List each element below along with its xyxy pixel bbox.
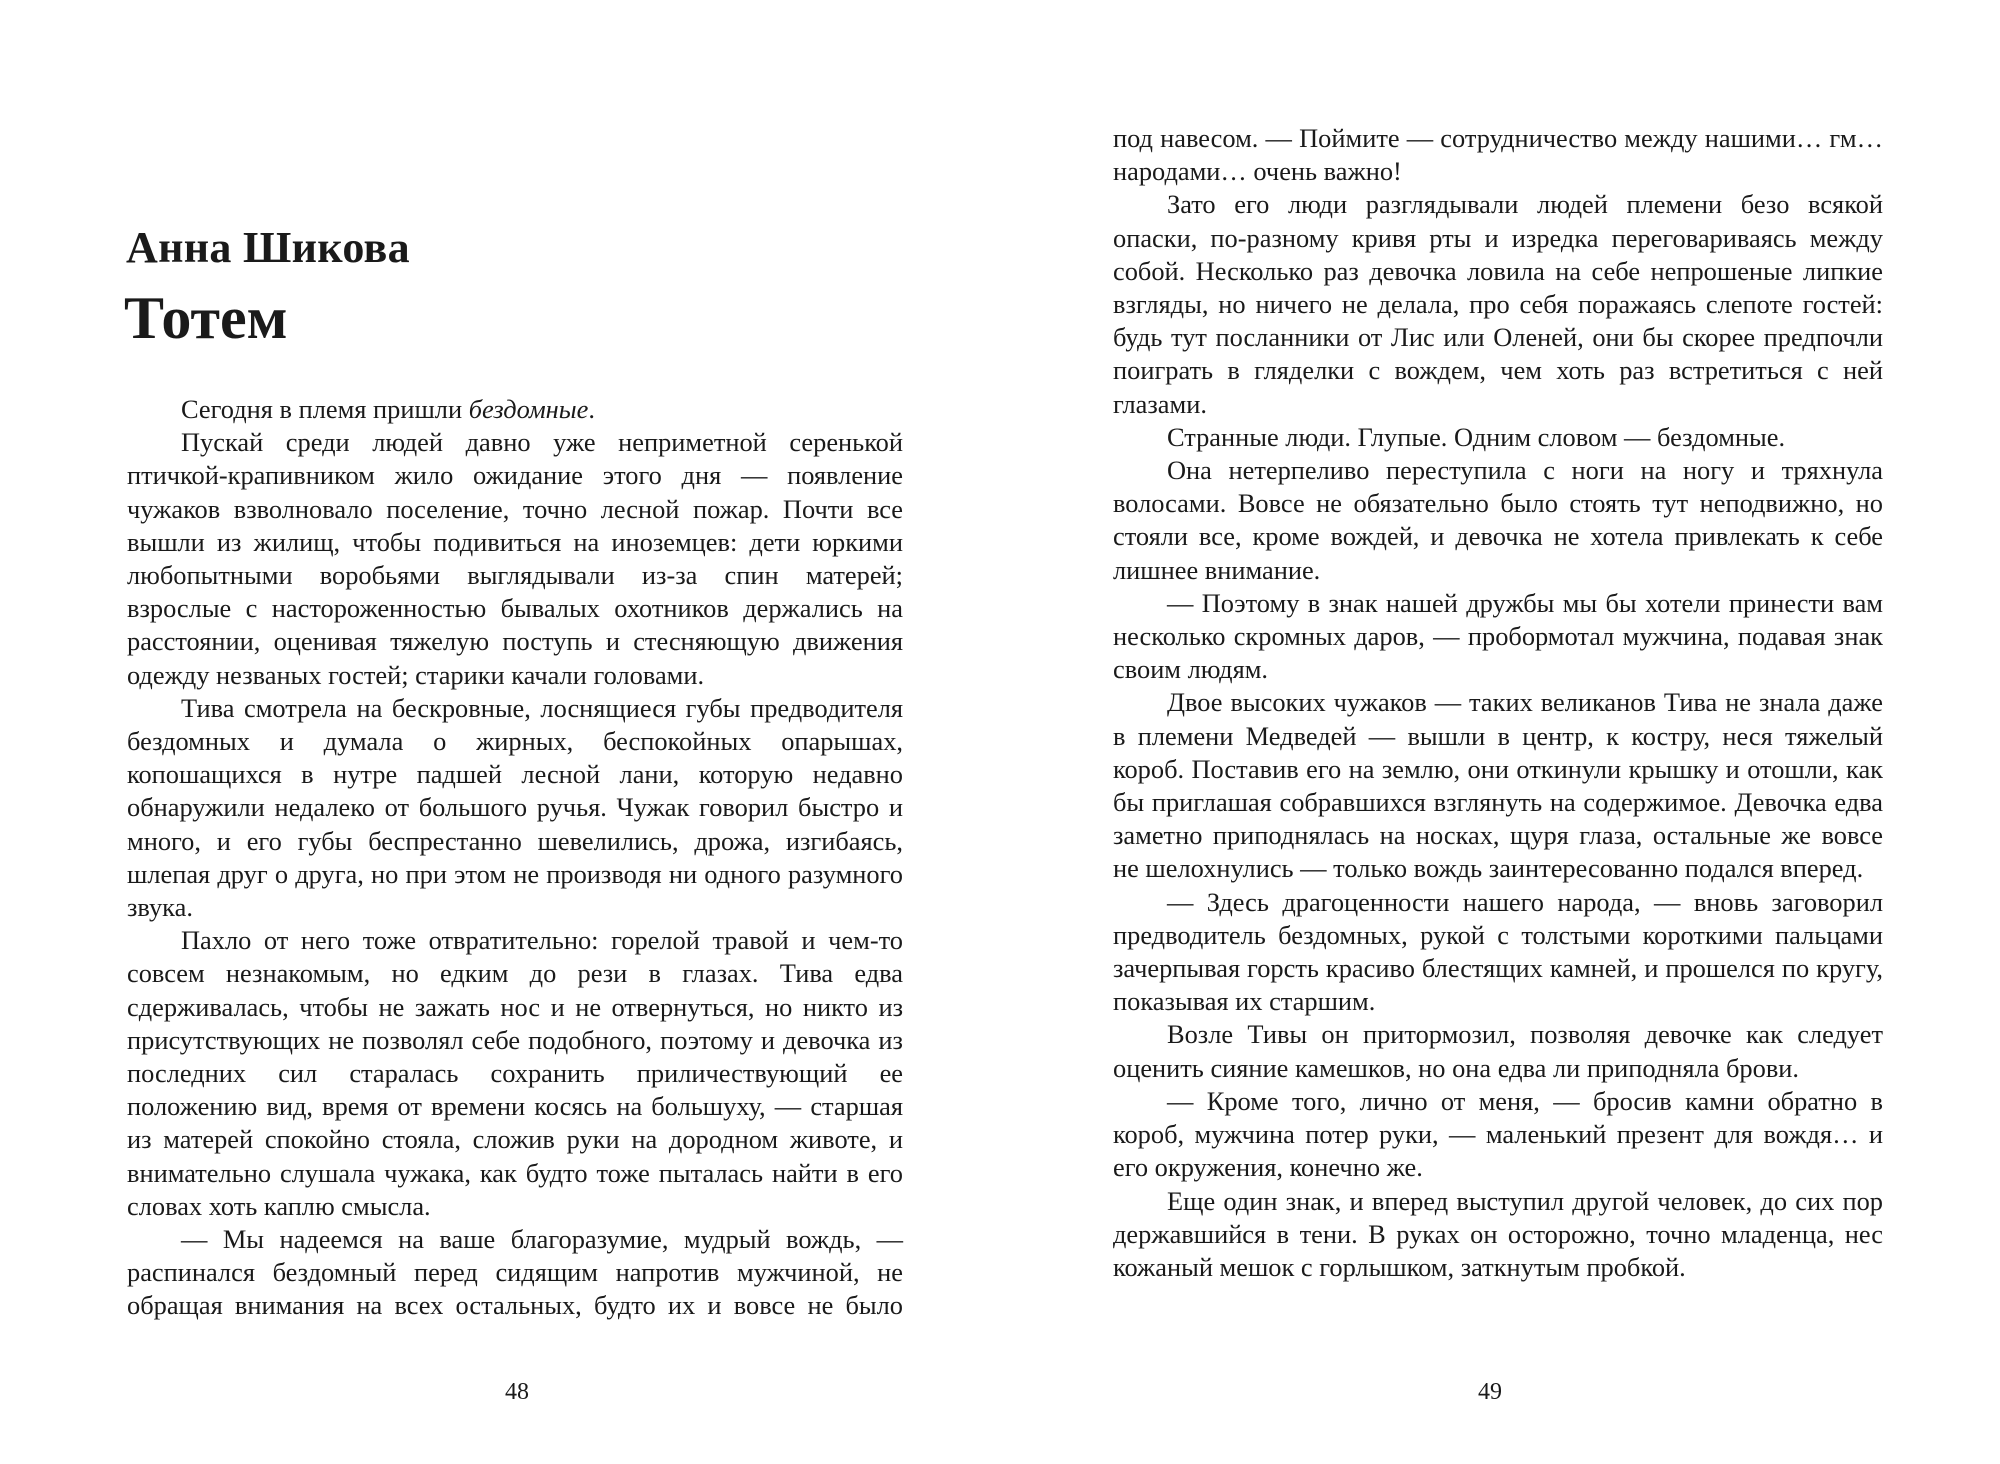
paragraph-text: . [588,394,595,424]
paragraph: — Кроме того, лично от меня, — бросив камни обратно в короб, мужчина потер руки, — маленький презент для вождя… и его окружения, конечно же. [1113,1085,1883,1183]
paragraph-text: Сегодня в племя пришли [181,394,469,424]
right-page [1000,0,2000,1464]
paragraph: — Мы надеемся на ваше благоразумие, мудрый вождь, — распинался бездомный перед сидящим напротив мужчиной, не обращая внимания на всех остальных, будто их и вовсе не было [127,1224,903,1321]
right-page-text [1113,122,1883,1284]
paragraph: Она нетерпеливо переступила с ноги на ногу и тряхнула волосами. Вовсе не обязательно было стоять тут неподвижно, но стояли все, кроме вождей, и девочка не хотела привлекать к себе лишнее внимание. [1113,455,1883,585]
italic-word: бездомные [468,394,589,424]
author-name: Анна Шикова [126,223,410,272]
paragraph [127,393,903,426]
paragraph: Странные люди. Глупые. Одним словом — бездомные. [1167,421,1786,452]
paragraph: Пускай среди людей давно уже неприметной серенькой птичкой-крапивником жило ожидание этого дня — появление чужаков взволновало поселение, точно лесной пожар. Почти все вышли из жилищ, чтобы подивиться на иноземцев: дети юркими любопытными воробьями выглядывали из-за спин матерей; взрослые с настороженностью бывалых охотников держались на расстоянии, оценивая тяжелую поступь и стесняющую движения одежду незваных гостей; старики качали головами. [127,427,903,690]
paragraph: Пахло от него тоже отвратительно: горелой травой и чем-то совсем незнакомым, но едким до рези в глазах. Тива едва сдерживалась, чтобы не зажать нос и не отвернуться, но никто из присутствующих не позволял себе подобного, поэтому и девочка из последних сил старалась сохранить приличествующий ее положению вид, время от времени косясь на большуху, — старшая из матерей спокойно стояла, сложив руки на дородном животе, и внимательно слушала чужака, как будто тоже пыталась найти в его словах хоть каплю смысла. [127,925,903,1221]
paragraph: Тива смотрела на бескровные, лоснящиеся губы предводителя бездомных и думала о жирных, беспокойных опарышах, копошащихся в нутре падшей лесной лани, которую недавно обнаружили недалеко от большого ручья. Чужак говорил быстро и много, и его губы беспрестанно шевелились, дрожа, изгибаясь, шлепая друг о друга, но при этом не производя ни одного разумного звука. [127,692,903,923]
paragraph: Двое высоких чужаков — таких великанов Тива не знала даже в племени Медведей — вышли в центр, к костру, неся тяжелый короб. Поставив его на землю, они откинули крышку и отошли, как бы приглашая собравшихся взглянуть на содержимое. Девочка едва заметно приподнялась на носках, щуря глаза, остальные же вовсе не шелохнулись — только вождь заинтересованно подался вперед. [1113,687,1883,884]
paragraph: под навесом. — Поймите — сотрудничество между нашими… гм… народами… очень важно! [1113,123,1883,187]
paragraph: Зато его люди разглядывали людей племени безо всякой опаски, по-разному кривя рты и изредка переговариваясь между собой. Несколько раз девочка ловила на себе непрошеные липкие взгляды, но ничего не делала, про себя поражаясь слепоте гостей: будь тут посланники от Лис или Оленей, они бы скорее предпочли поиграть в гляделки с вождем, чем хоть раз встретиться с ней глазами. [1113,189,1883,419]
left-page-text [127,393,903,1323]
page-number: 49 [1478,1379,1502,1405]
paragraph: — Поэтому в знак нашей дружбы мы бы хотели принести вам несколько скромных даров, — пробормотал мужчина, подавая знак своим людям. [1113,587,1883,685]
paragraph: — Здесь драгоценности нашего народа, — вновь заговорил предводитель бездомных, рукой с толстыми короткими пальцами зачерпывая горсть красиво блестящих камней, и прошелся по кругу, показывая их старшим. [1113,886,1883,1017]
paragraph: Возле Тивы он притормозил, позволяя девочке как следует оценить сияние камешков, но она едва ли приподняла брови. [1113,1019,1883,1083]
page-number: 48 [505,1379,529,1405]
paragraph: Еще один знак, и вперед выступил другой человек, до сих пор державшийся в тени. В руках он осторожно, точно младенца, нес кожаный мешок с горлышком, заткнутым пробкой. [1113,1185,1883,1282]
story-title: Тотем [124,285,288,351]
